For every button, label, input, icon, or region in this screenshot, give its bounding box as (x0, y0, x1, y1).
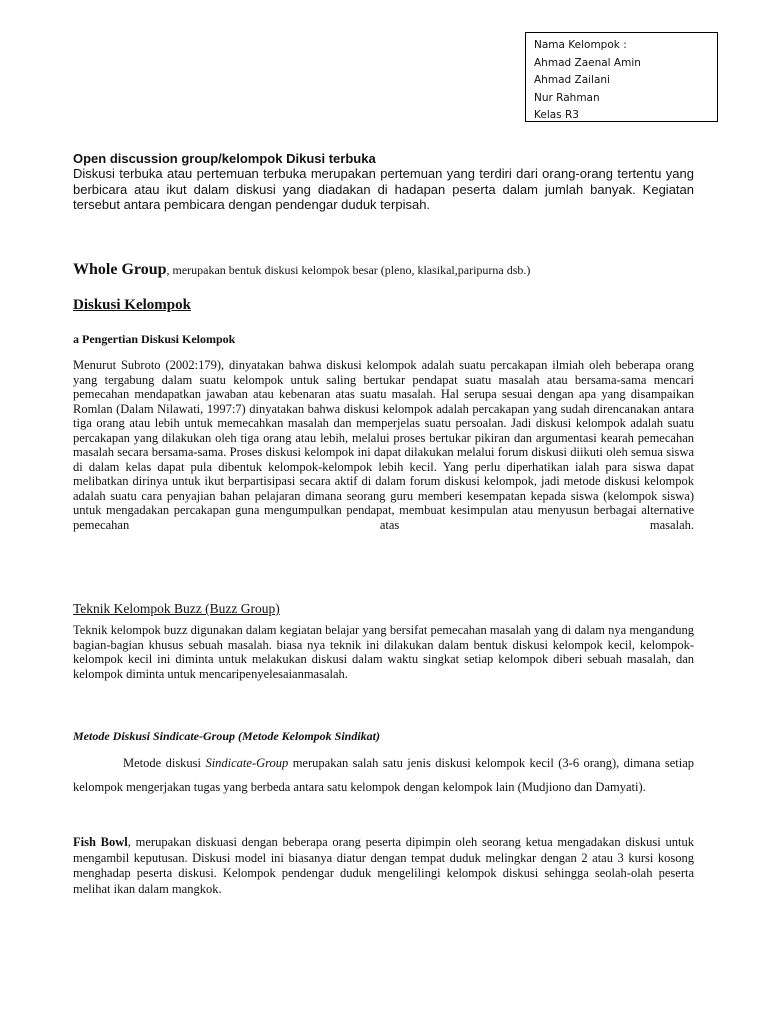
info-line-member-3: Nur Rahman (534, 91, 600, 104)
whole-group-text: , merupakan bentuk diskusi kelompok besar (pleno, klasikal,paripurna dsb.) (166, 263, 531, 277)
pengertian-heading: a Pengertian Diskusi Kelompok (73, 332, 236, 346)
open-discussion-paragraph: Diskusi terbuka atau pertemuan terbuka merupakan pertemuan yang terdiri dari orang-orang tertentu yang berbicara atau ikut dalam diskusi yang diadakan di hadapan peserta dalam jumlah banyak. Kegiatan tersebut antara pembicara dengan pendengar duduk terpisah. (73, 166, 694, 212)
buzz-group-heading: Teknik Kelompok Buzz (Buzz Group) (73, 601, 280, 616)
sindikat-paragraph (73, 752, 694, 799)
group-info-box (525, 32, 718, 122)
sindikat-text-emphasis: Sindicate-Group (205, 756, 289, 770)
diskusi-kelompok-heading: Diskusi Kelompok (73, 297, 191, 313)
fish-bowl-heading: Fish Bowl (73, 835, 128, 849)
sindikat-text-start: Metode diskusi (123, 756, 206, 770)
info-line-class: Kelas R3 (534, 109, 579, 121)
sindikat-text-rest: merupakan salah satu jenis diskusi kelompok kecil (3-6 orang), dimana setiap kelompok mengerjakan tugas yang berbeda antara satu kelompok dengan kelompok lain (Mudjiono dan Damyati). (73, 756, 694, 794)
info-line-group-name-label: Nama Kelompok : (534, 39, 627, 51)
info-line-member-2: Ahmad Zailani (534, 74, 610, 86)
open-discussion-heading: Open discussion group/kelompok Dikusi terbuka (73, 151, 376, 166)
fish-bowl-paragraph (73, 835, 694, 897)
whole-group-line (73, 261, 713, 279)
buzz-group-paragraph: Teknik kelompok buzz digunakan dalam kegiatan belajar yang bersifat pemecahan masalah yang di dalam nya mengandung bagian-bagian khusus sebuah masalah. biasa nya teknik ini dilakukan dalam bentuk diskusi kelompok kecil, kelompok-kelompok kecil ini diminta untuk melakukan diskusi dalam waktu singkat setiap kelompok diberi sebuah masalah, dan kelompok diminta untuk mencaripenyelesaianmasalah. (73, 623, 694, 681)
whole-group-heading: Whole Group (73, 261, 167, 278)
sindikat-heading: Metode Diskusi Sindicate-Group (Metode Kelompok Sindikat) (73, 729, 381, 743)
info-line-member-1: Ahmad Zaenal Amin (534, 56, 641, 69)
pengertian-paragraph: Menurut Subroto (2002:179), dinyatakan bahwa diskusi kelompok adalah suatu percakapan ilmiah oleh beberapa orang yang tergabung dalam suatu kelompok untuk saling bertukar pendapat suatu masalah atau bersama-sama mencari pemecahan mendapatkan jawaban atau kebenaran atas suatu masalah. Hal serupa sesuai dengan apa yang disampaikan Romlan (Dalam Nilawati, 1997:7) dinyatakan bahwa diskusi kelompok adalah percakapan yang sudah direncanakan antara tiga orang atau lebih untuk memecahkan masalah dan memperjelas suatu persoalan. Jadi diskusi kelompok adalah suatu percakapan yang dilakukan oleh tiga orang atau lebih, melalui proses bertukar pikiran dan argumentasi kearah pemecahan masalah secara bersama-sama. Proses diskusi kelompok ini dapat dilakukan melalui forum diskusi diikuti oleh semua siswa di dalam kelas dapat pula dibentuk kelompok-kelompok lebih kecil. Yang perlu diperhatikan ialah para siswa dapat melibatkan dirinya untuk ikut berpartisipasi secara aktif di dalam forum diskusi kelompok, jadi metode diskusi kelompok adalah suatu cara penyajian bahan pelajaran dimana seorang guru memberi kesempatan kepada siswa (kelompok siswa) untuk mengadakan percakapan guna mengumpulkan pendapat, membuat kesimpulan atau menyusun berbagai alternative pemecahan atas masalah. (73, 358, 694, 532)
fish-bowl-text: , merupakan diskuasi dengan beberapa orang peserta dipimpin oleh seorang ketua mengadakan diskusi untuk mengambil keputusan. Diskusi model ini biasanya diatur dengan tempat duduk melingkar dengan 2 atau 3 kursi kosong menghadap peserta diskusi. Kelompok pendengar duduk mengelilingi kelompok diskusi sehingga seolah-olah peserta melihat ikan dalam mangkok. (73, 835, 694, 896)
